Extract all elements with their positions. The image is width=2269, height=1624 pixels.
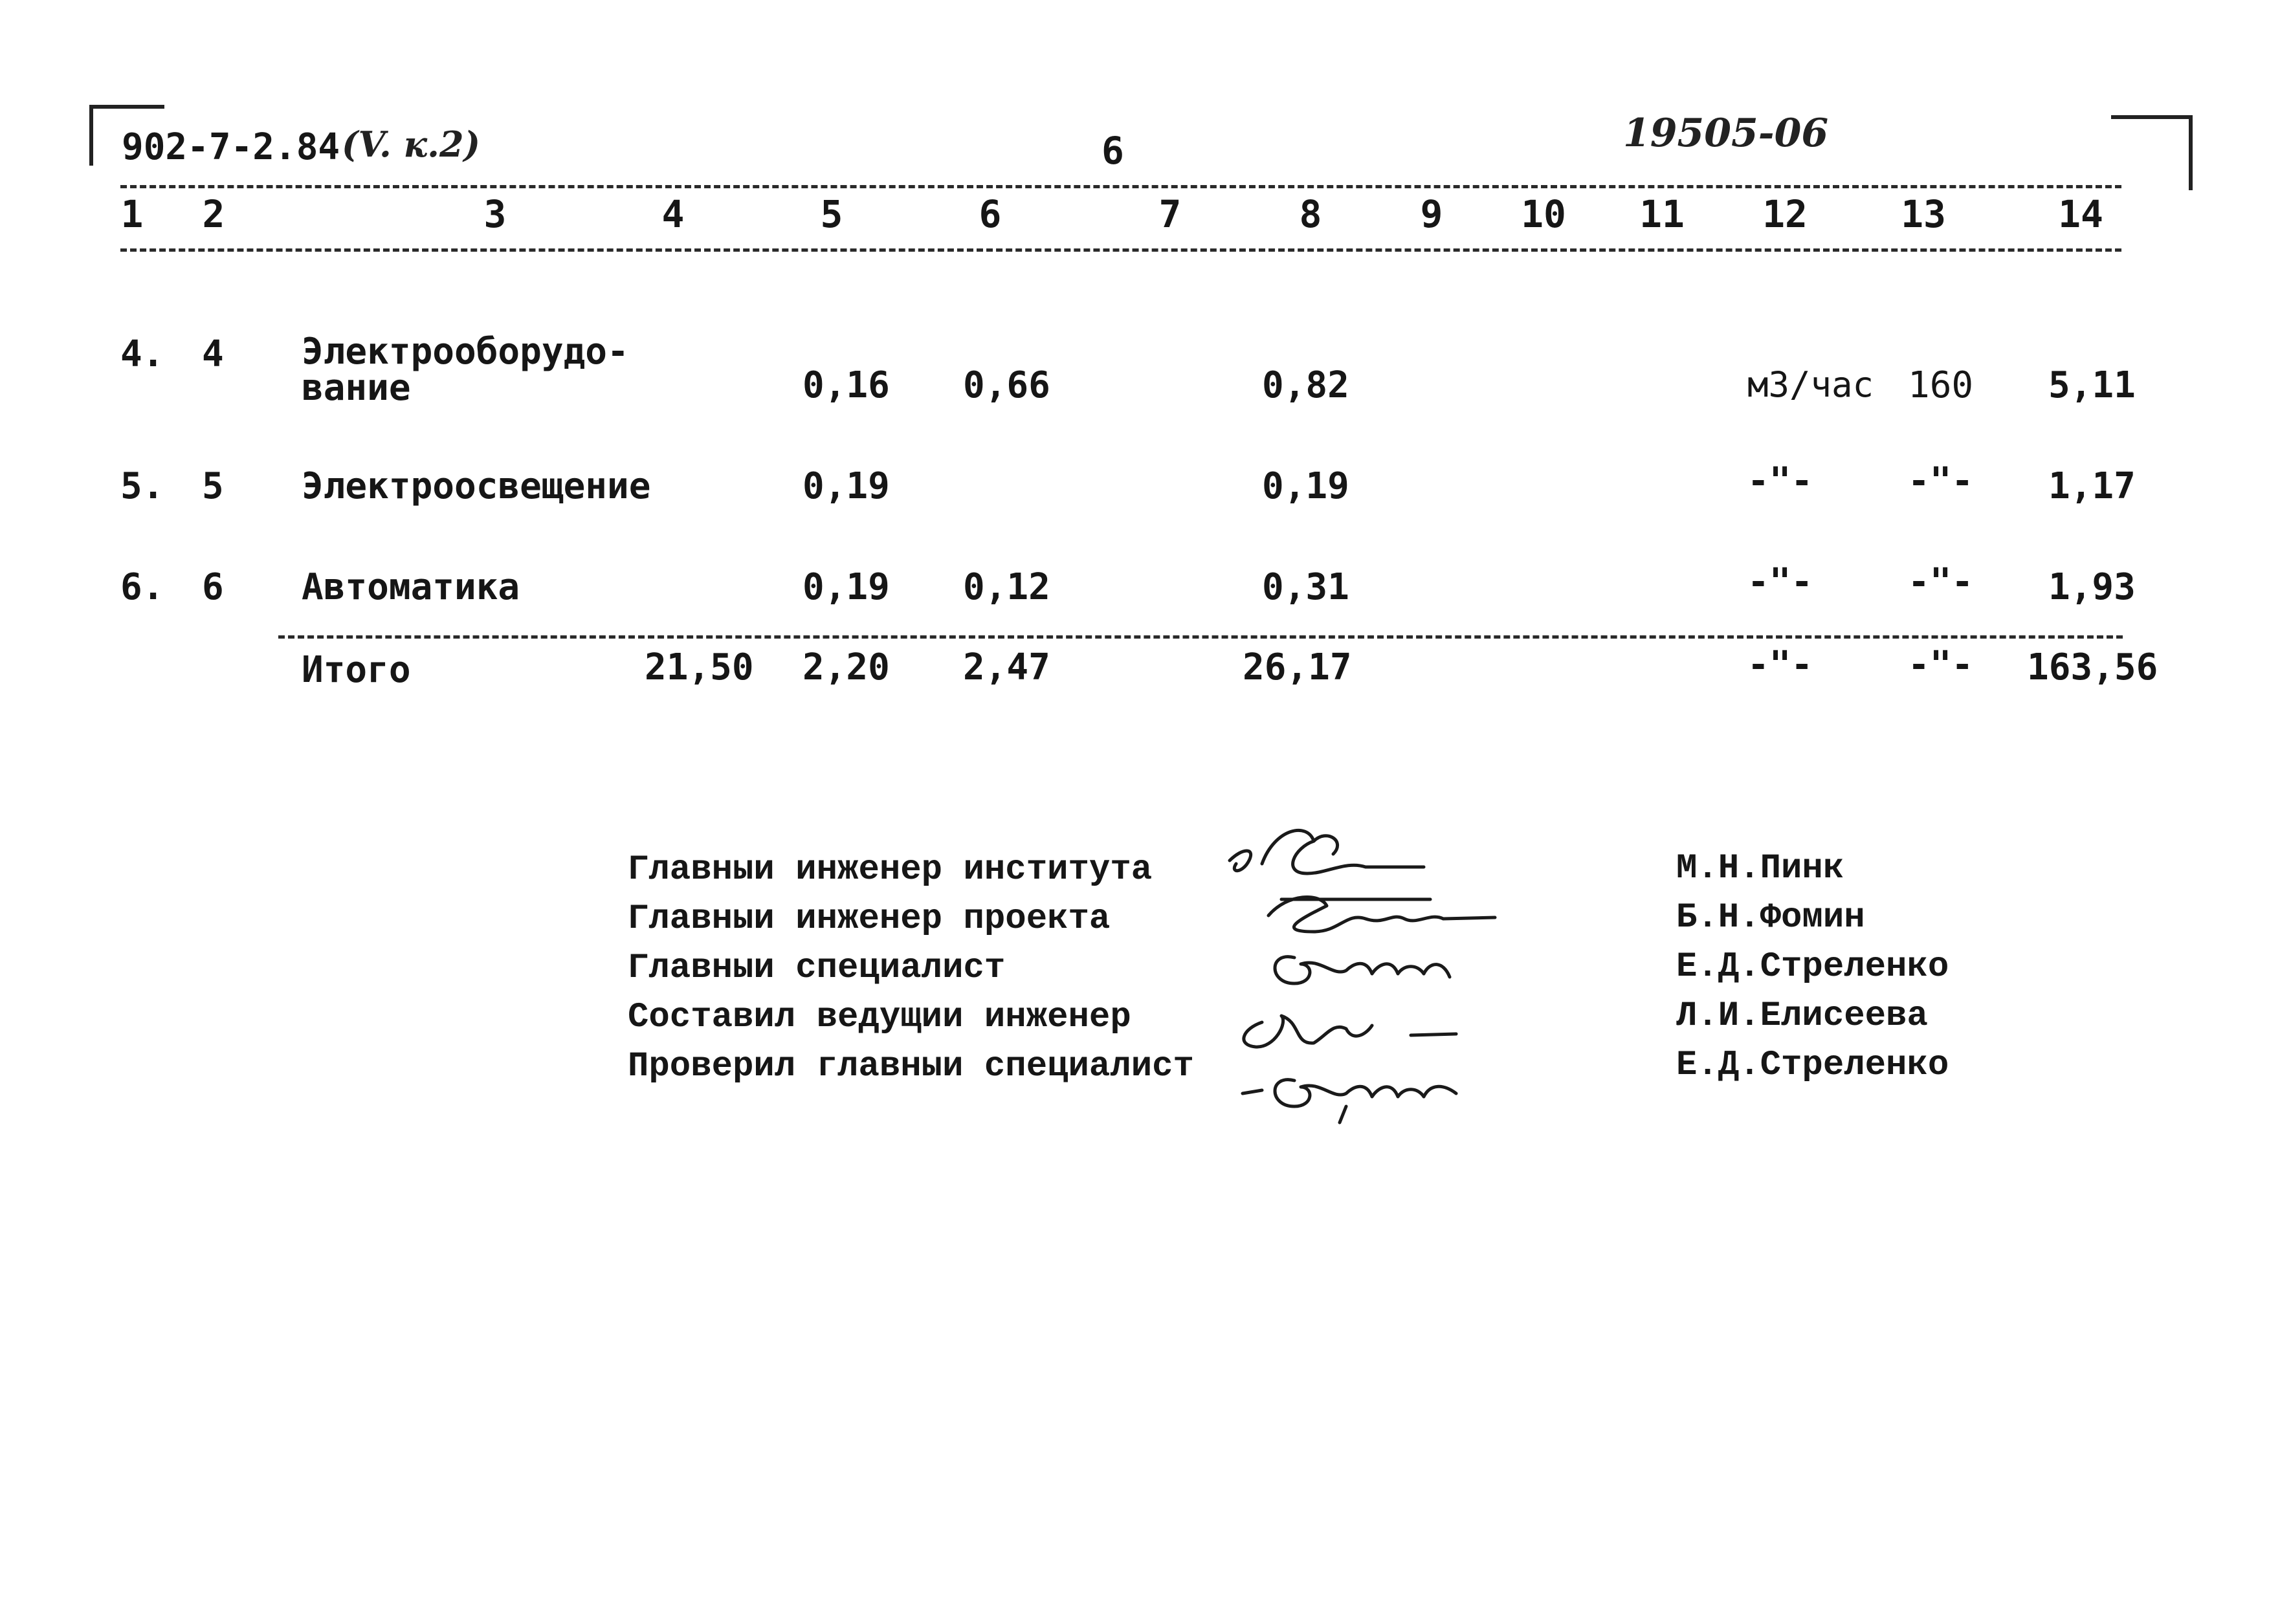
row-col6: 0,12 — [963, 566, 1050, 608]
column-number-9: 9 — [1420, 192, 1443, 236]
row-col14: 1,93 — [2048, 566, 2136, 608]
row-col5: 0,19 — [802, 566, 890, 608]
signature-name: Л.И.Елисеева — [1676, 996, 1928, 1036]
row-position: 4 — [202, 333, 224, 375]
column-number-2: 2 — [202, 192, 225, 236]
signature-role: Главныи инженер института — [628, 850, 1153, 890]
row-col5: 0,19 — [802, 465, 890, 507]
row-position: 5 — [202, 465, 224, 507]
signature-role: Проверил главныи специалист — [628, 1047, 1194, 1086]
total-col12: -"- — [1747, 644, 1813, 686]
column-number-5: 5 — [820, 192, 843, 236]
total-col8: 26,17 — [1243, 646, 1352, 688]
column-number-13: 13 — [1901, 192, 1946, 236]
signature-name: Е.Д.Стреленко — [1676, 947, 1949, 987]
row-number: 4. — [120, 333, 164, 375]
column-number-4: 4 — [661, 192, 685, 236]
column-number-11: 11 — [1639, 192, 1685, 236]
row-number: 5. — [120, 465, 164, 507]
column-number-6: 6 — [979, 192, 1002, 236]
column-number-7: 7 — [1158, 192, 1182, 236]
row-col13: -"- — [1908, 460, 1974, 502]
row-col8: 0,19 — [1262, 465, 1349, 507]
signature-name: Е.Д.Стреленко — [1676, 1046, 1949, 1085]
row-col12: -"- — [1747, 460, 1813, 502]
row-name-line1: Электроосвещение — [302, 465, 651, 507]
header-rule-top — [120, 185, 2121, 188]
signature-name: Б.Н.Фомин — [1676, 898, 1865, 938]
row-col8: 0,82 — [1262, 364, 1349, 406]
row-col14: 1,17 — [2048, 465, 2136, 507]
row-name-line2: вание — [302, 367, 411, 409]
row-number: 6. — [120, 566, 164, 608]
column-number-10: 10 — [1521, 192, 1566, 236]
signature-role: Главныи специалист — [628, 949, 1006, 988]
column-number-8: 8 — [1299, 192, 1322, 236]
page-number: 6 — [1101, 129, 1124, 173]
total-col5: 2,20 — [802, 646, 890, 688]
row-col8: 0,31 — [1262, 566, 1349, 608]
signature-role: Составил ведущии инженер — [628, 998, 1131, 1037]
row-col13: 160 — [1908, 364, 1974, 406]
document-code-note: (V. к.2) — [342, 124, 481, 165]
column-number-1: 1 — [120, 192, 144, 236]
row-name-line1: Электрооборудо- — [302, 331, 629, 373]
row-col6: 0,66 — [963, 364, 1050, 406]
row-col12: м3/час — [1747, 364, 1874, 405]
header-rule-bottom — [120, 248, 2121, 252]
row-col12: -"- — [1747, 561, 1813, 603]
row-col14: 5,11 — [2048, 364, 2136, 406]
total-label: Итого — [302, 649, 411, 691]
total-rule — [278, 635, 2123, 639]
total-col14: 163,56 — [2027, 646, 2158, 688]
signature-role: Главныи инженер проекта — [628, 899, 1111, 939]
row-name-line1: Автоматика — [302, 566, 520, 608]
total-col13: -"- — [1908, 644, 1974, 686]
row-position: 6 — [202, 566, 224, 608]
document-code: 902-7-2.84 — [122, 126, 340, 168]
top-right-bracket — [2111, 115, 2193, 190]
column-number-12: 12 — [1762, 192, 1808, 236]
row-col13: -"- — [1908, 561, 1974, 603]
row-col5: 0,16 — [802, 364, 890, 406]
total-col4: 21,50 — [645, 646, 754, 688]
signature-name: М.Н.Пинк — [1676, 849, 1844, 888]
column-number-3: 3 — [483, 192, 507, 236]
column-number-14: 14 — [2058, 192, 2103, 236]
total-col6: 2,47 — [963, 646, 1050, 688]
inventory-number: 19505-06 — [1623, 111, 1829, 156]
handwritten-signatures — [1217, 802, 1631, 1126]
